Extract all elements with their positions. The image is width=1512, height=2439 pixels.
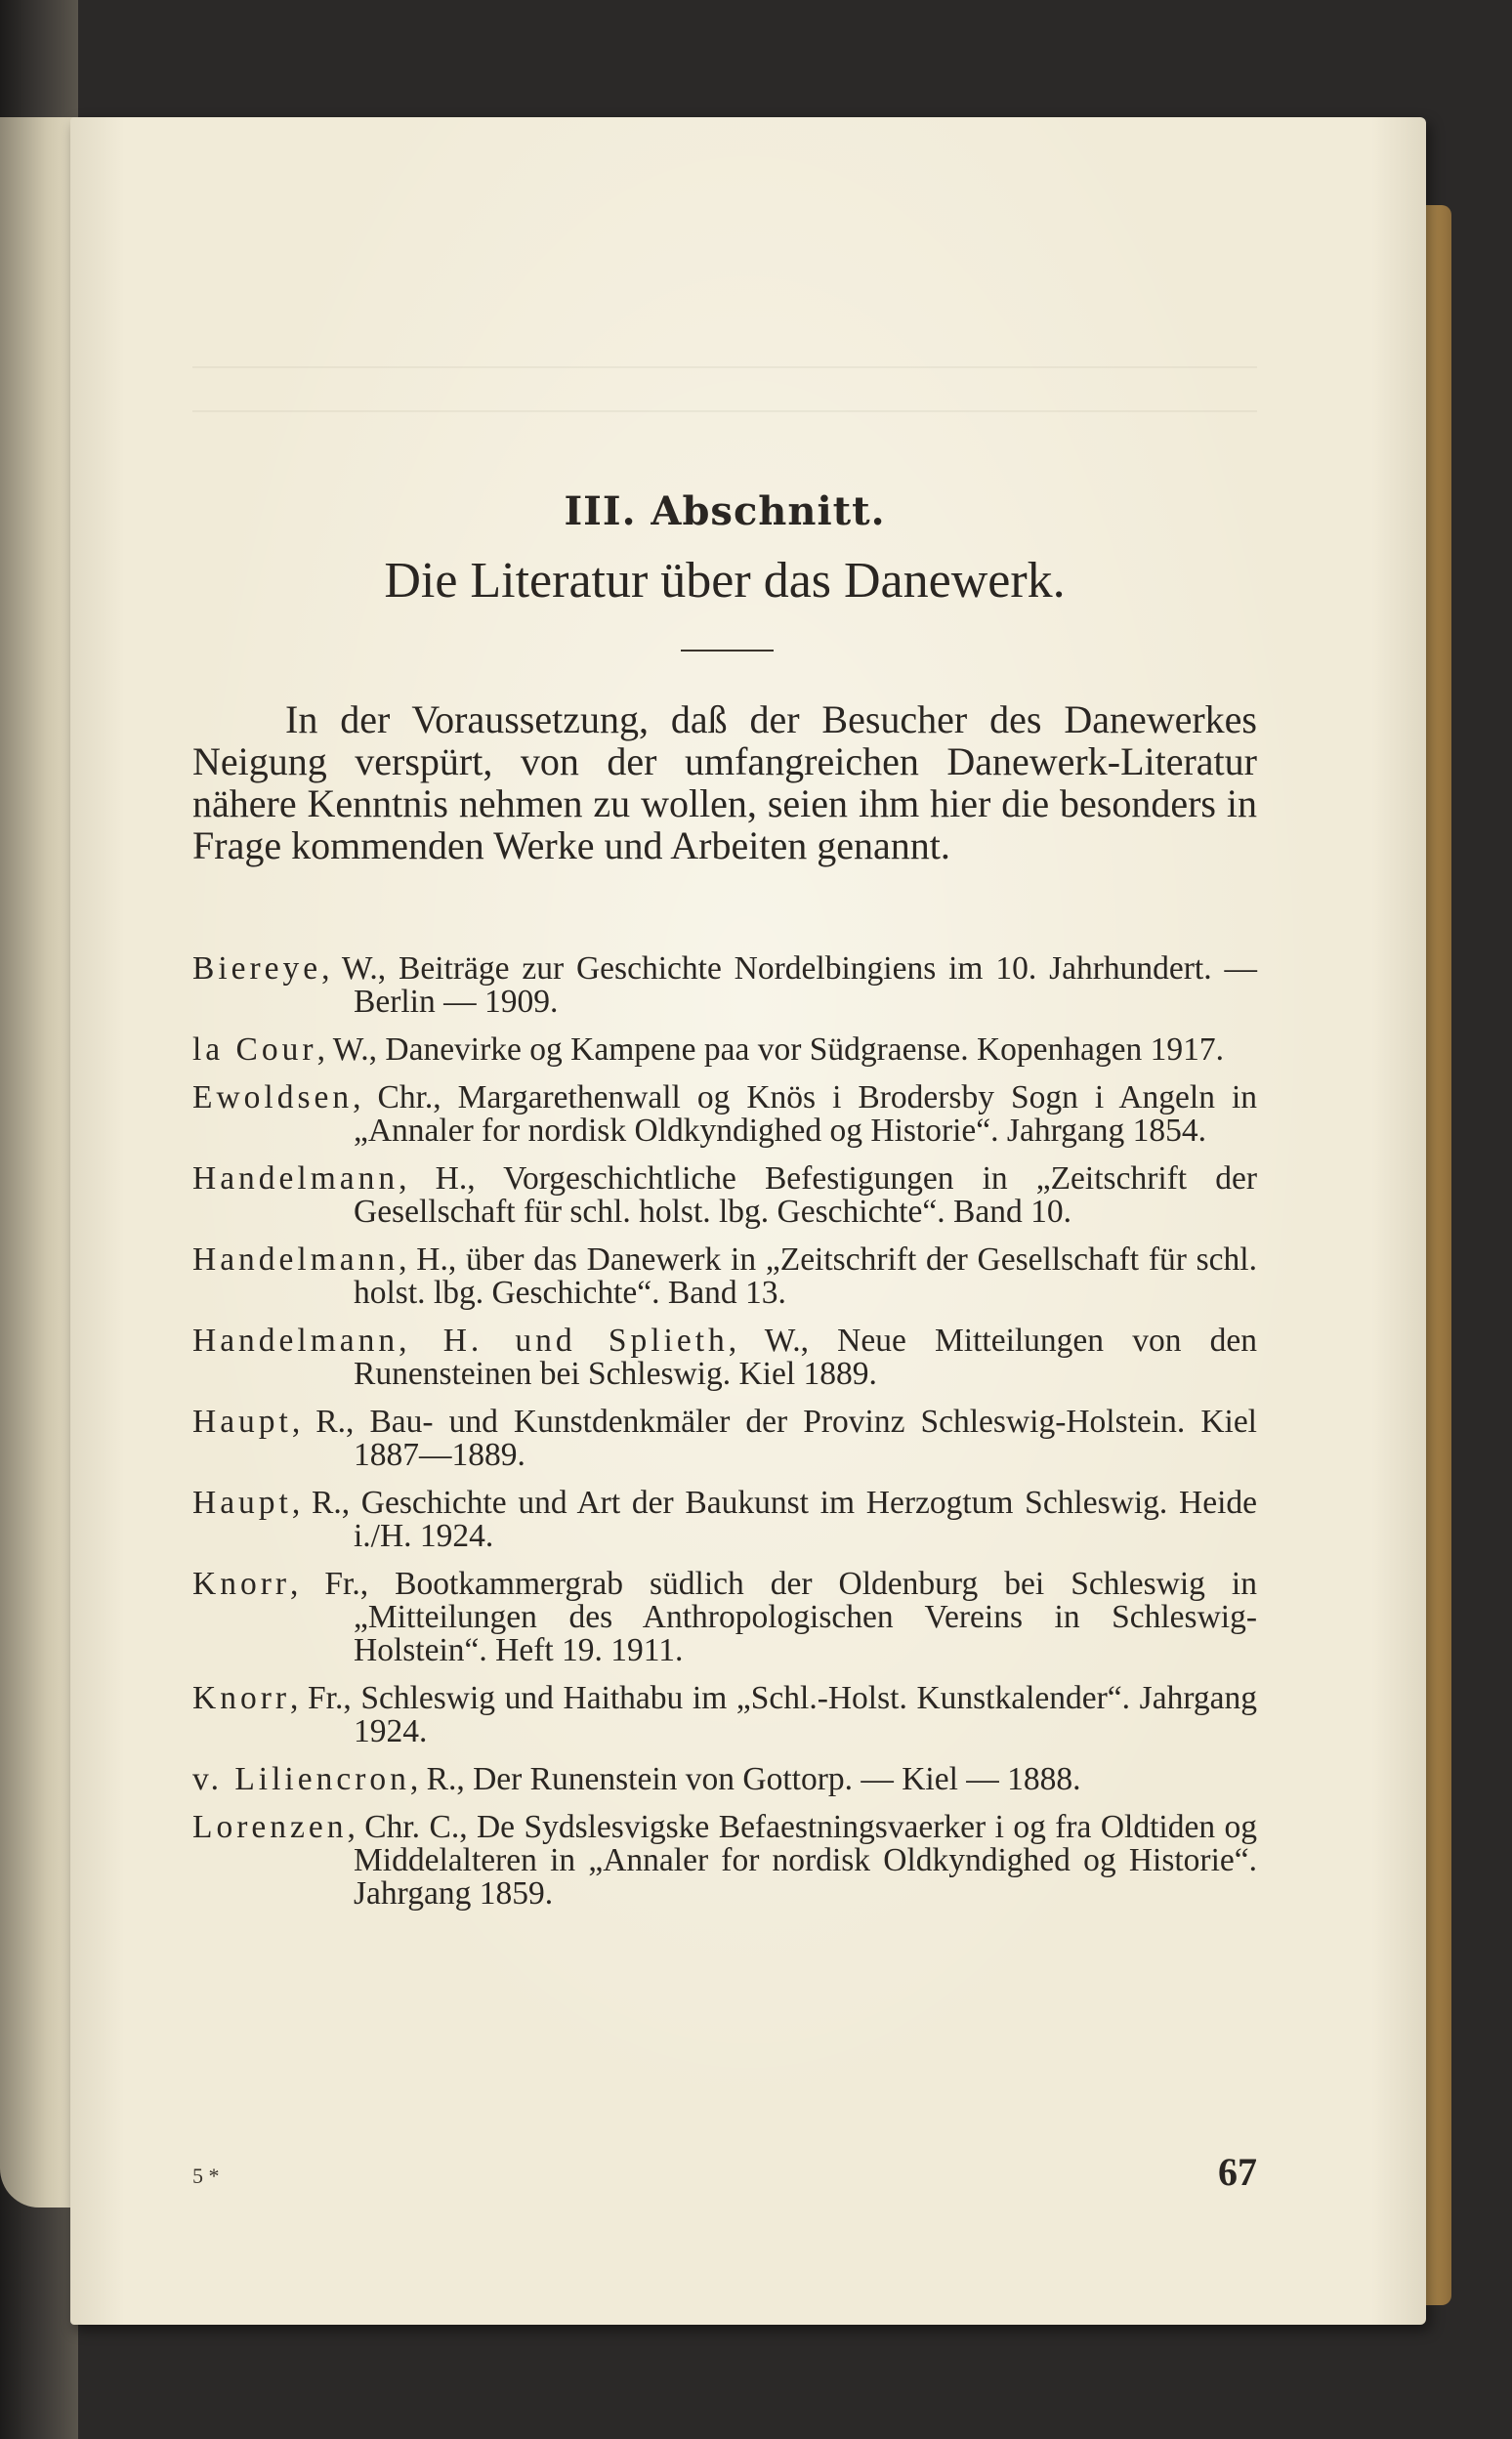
printer-signature: 5 *: [192, 2164, 220, 2188]
bibliography-entry: [192, 1325, 1257, 1391]
title-divider: [681, 650, 774, 652]
entry-details: , W., Neue Mitteilungen von den Runensteinen bei Schleswig. Kiel 1889.: [354, 1323, 1257, 1392]
entry-author: v. Liliencron: [192, 1761, 410, 1797]
entry-author: Ewoldsen: [192, 1079, 354, 1115]
bibliography-entry: [192, 1487, 1257, 1553]
entry-details: , Fr., Schleswig und Haithabu im „Schl.-Holst. Kunstkalender“. Jahrgang 1924.: [290, 1680, 1257, 1749]
entry-details: , W., Danevirke og Kampene paa vor Südgraense. Kopenhagen 1917.: [316, 1031, 1224, 1068]
previous-page-edge: [0, 117, 78, 2208]
bibliography-entry: [192, 1682, 1257, 1748]
entry-details: , Chr., Margarethenwall og Knös i Brodersby Sogn i Angeln in „Annaler for nordisk Oldkyndighed og Historie“. Jahrgang 1854.: [353, 1079, 1257, 1149]
entry-details: , Fr., Bootkammergrab südlich der Oldenburg bei Schleswig in „Mitteilungen des Anthropologischen Vereins in Schleswig-Holstein“. Heft 19. 1911.: [290, 1566, 1257, 1668]
entry-details: , Chr. C., De Sydslesvigske Befaestningsvaerker i og fra Oldtiden og Middelalteren in „Annaler for nordisk Oldkyndighed og Historie“. Jahrgang 1859.: [347, 1809, 1257, 1912]
bibliography-entry: [192, 1243, 1257, 1310]
entry-author: Lorenzen: [192, 1809, 348, 1845]
entry-author: Haupt: [192, 1404, 292, 1440]
entry-author: Biereye: [192, 950, 322, 987]
entry-author: la Cour: [192, 1031, 317, 1068]
show-through-line: [192, 410, 1257, 412]
page-number: 67: [1218, 2150, 1257, 2194]
entry-author: Knorr: [192, 1680, 291, 1716]
entry-details: , H., Vorgeschichtliche Befestigungen in „Zeitschrift der Gesellschaft für schl. holst. lbg. Geschichte“. Band 10.: [354, 1160, 1257, 1230]
bibliography-list: [192, 952, 1257, 1925]
bibliography-entry: [192, 1568, 1257, 1667]
entry-author: Knorr: [192, 1566, 291, 1602]
bibliography-entry: [192, 1811, 1257, 1911]
bibliography-entry: [192, 1162, 1257, 1229]
book-page: [70, 117, 1426, 2325]
bibliography-entry: [192, 1081, 1257, 1148]
entry-author: Handelmann: [192, 1160, 399, 1197]
entry-author: Handelmann: [192, 1241, 399, 1278]
bibliography-entry: [192, 1033, 1257, 1067]
entry-details: , R., Geschichte und Art der Baukunst im Herzogtum Schleswig. Heide i./H. 1924.: [291, 1485, 1257, 1554]
bibliography-entry: [192, 1763, 1257, 1796]
show-through-line: [192, 366, 1257, 368]
entry-details: , H., über das Danewerk in „Zeitschrift der Gesellschaft für schl. holst. lbg. Geschichte“. Band 13.: [354, 1241, 1257, 1311]
entry-details: , W., Beiträge zur Geschichte Nordelbingiens im 10. Jahrhundert. — Berlin — 1909.: [321, 950, 1257, 1020]
bibliography-entry: [192, 1406, 1257, 1472]
entry-author: Handelmann, H. und Splieth: [192, 1323, 729, 1359]
entry-details: , R., Der Runenstein von Gottorp. — Kiel — 1888.: [409, 1761, 1081, 1797]
bibliography-entry: [192, 952, 1257, 1019]
intro-paragraph: In der Voraussetzung, daß der Besucher des Danewerkes Neigung verspürt, von der umfangreichen Danewerk-Literatur nähere Kenntnis nehmen zu wollen, seien ihm hier die besonders in Frage kommenden Werke und Arbeiten genannt.: [192, 697, 1257, 867]
entry-details: , R., Bau- und Kunstdenkmäler der Provinz Schleswig-Holstein. Kiel 1887—1889.: [291, 1404, 1257, 1473]
chapter-title: Die Literatur über das Danewerk.: [384, 553, 1066, 609]
section-label: III. Abschnitt.: [564, 488, 886, 534]
entry-author: Haupt: [192, 1485, 292, 1521]
